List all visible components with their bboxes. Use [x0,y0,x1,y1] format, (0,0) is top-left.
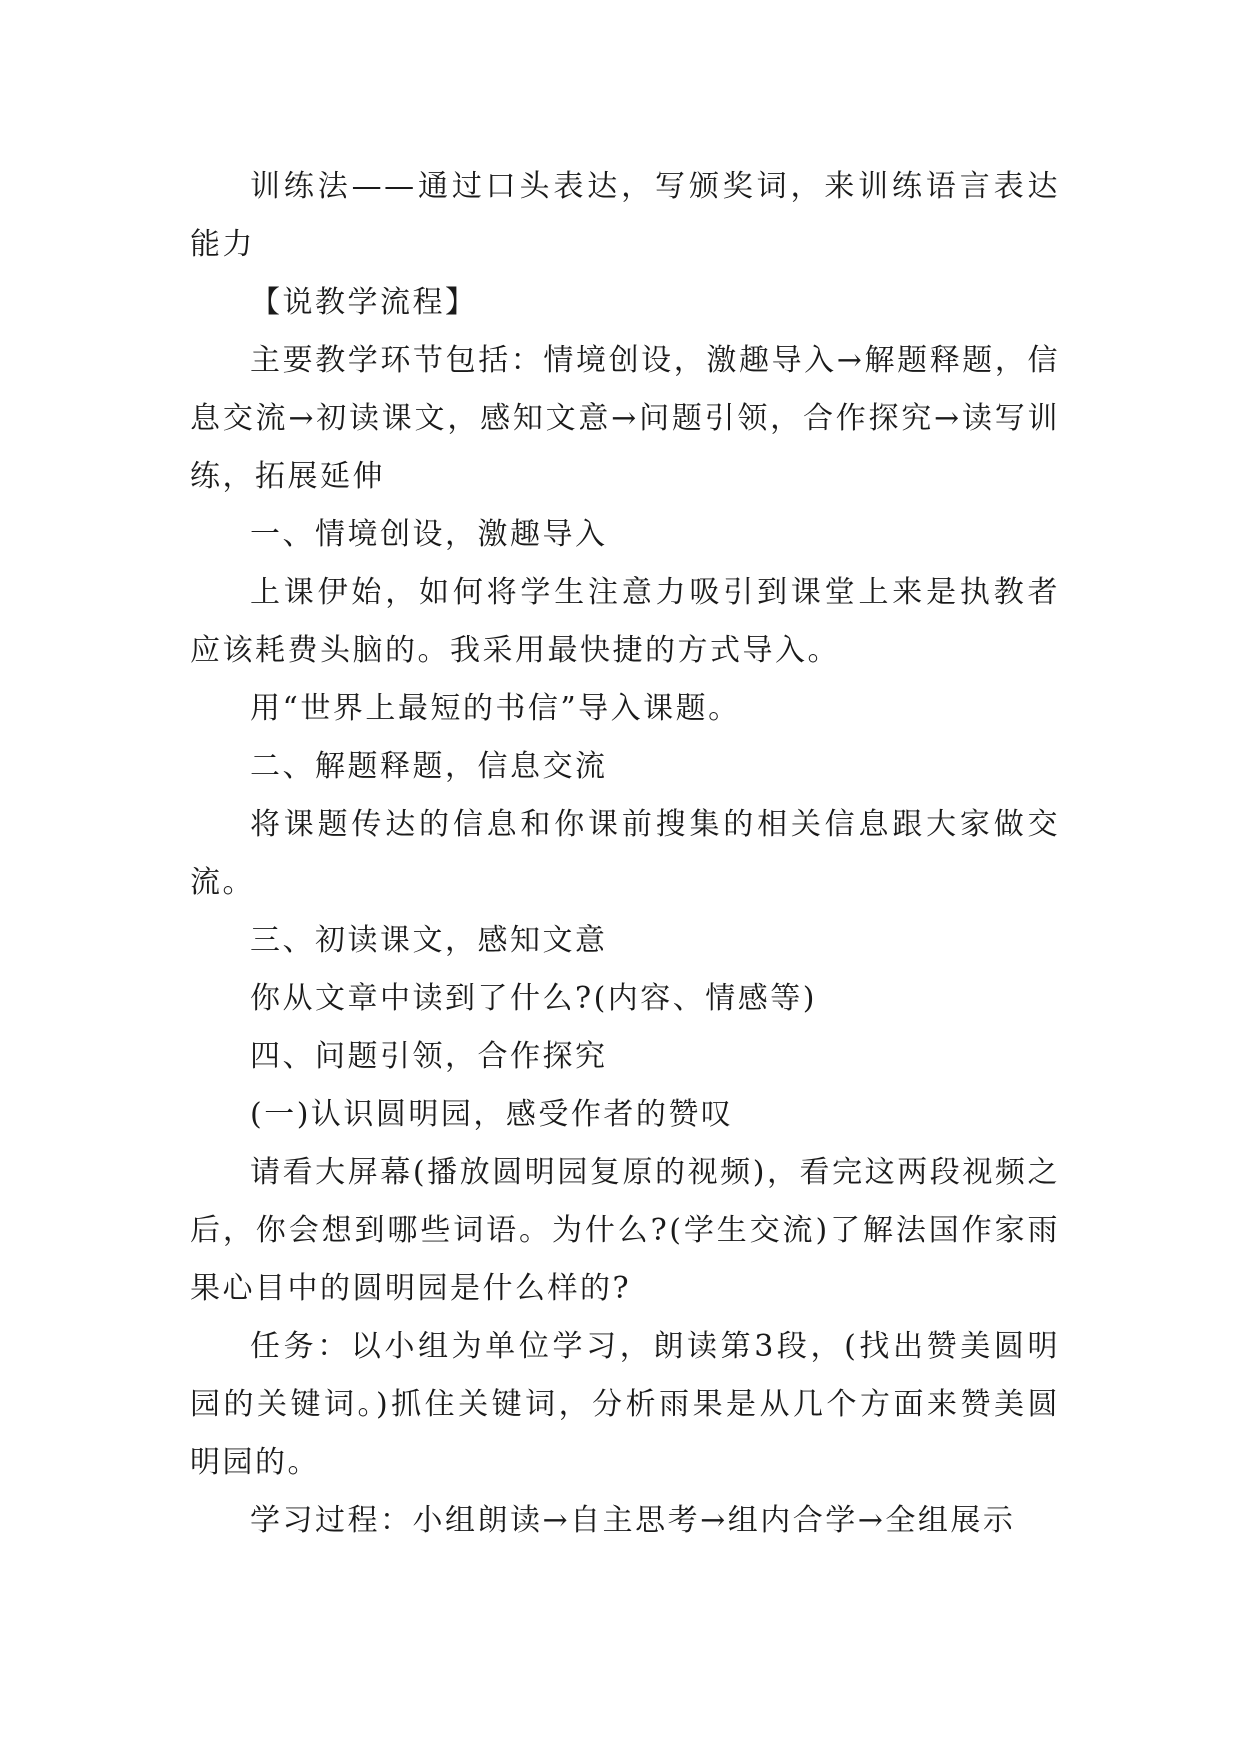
heading-step-4: 四、问题引领，合作探究 [250,1039,608,1074]
paragraph-main-steps: 主要教学环节包括：情境创设，激趣导入→解题释题，信息交流→初读课文，感知文意→问题引领，合作探究→读写训练，拓展延伸 [190,343,1060,494]
paragraph-step-3: 你从文章中读到了什么?(内容、情感等) [250,981,817,1016]
document-page [190,158,1060,1550]
heading-step-3: 三、初读课文，感知文意 [250,923,608,958]
paragraph-training-method: 训练法——通过口头表达，写颁奖词，来训练语言表达能力 [190,169,1060,262]
heading-step-2: 二、解题释题，信息交流 [250,749,608,784]
paragraph-step-4-video: 请看大屏幕(播放圆明园复原的视频)，看完这两段视频之后，你会想到哪些词语。为什么?(学生交流)了解法国作家雨果心目中的圆明园是什么样的? [190,1155,1060,1306]
paragraph-step-2: 将课题传达的信息和你课前搜集的相关信息跟大家做交流。 [190,807,1060,900]
paragraph-step-4-task: 任务：以小组为单位学习，朗读第3段，(找出赞美圆明园的关键词。)抓住关键词，分析雨果是从几个方面来赞美圆明园的。 [190,1329,1060,1480]
subheading-step-4-1: (一)认识圆明园，感受作者的赞叹 [250,1097,734,1132]
heading-step-1: 一、情境创设，激趣导入 [250,517,608,552]
section-heading-teaching-flow: 【说教学流程】 [250,285,478,320]
paragraph-step-1-intro: 上课伊始，如何将学生注意力吸引到课堂上来是执教者应该耗费头脑的。我采用最快捷的方式导入。 [190,575,1060,668]
paragraph-step-1-method: 用“世界上最短的书信”导入课题。 [250,691,741,726]
paragraph-step-4-process: 学习过程：小组朗读→自主思考→组内合学→全组展示 [250,1503,1016,1538]
